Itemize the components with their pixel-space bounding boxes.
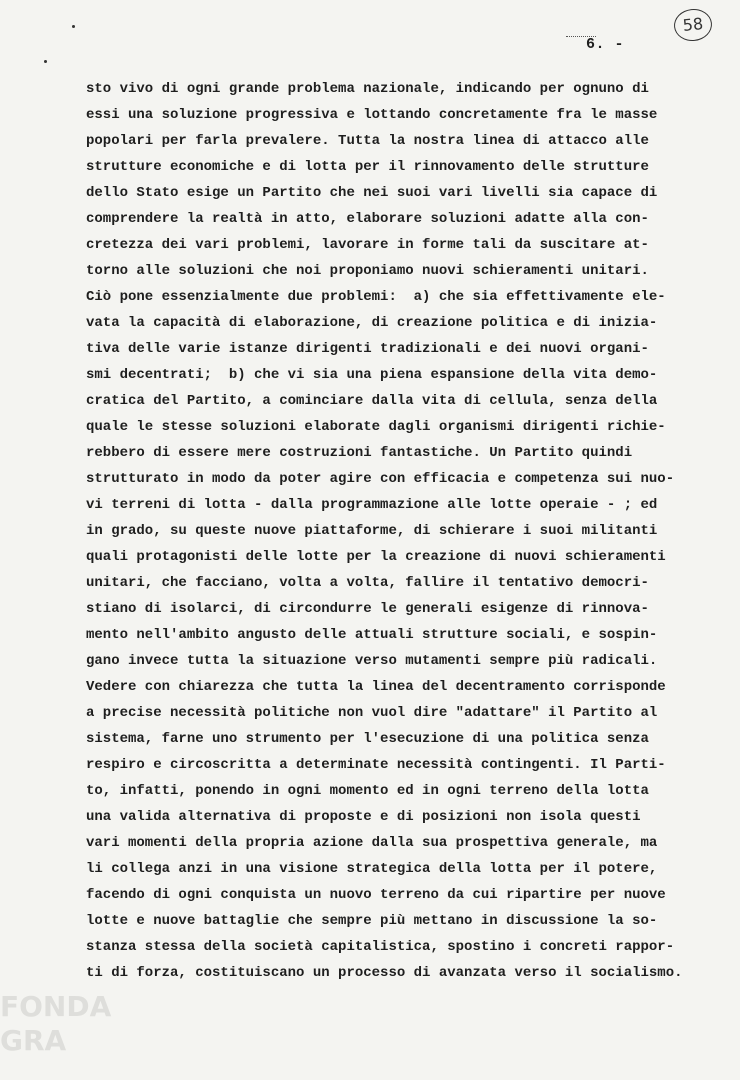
text-line: strutturato in modo da poter agire con efficacia e competenza sui nuo-	[86, 471, 675, 487]
page-number: 6. -	[586, 36, 625, 53]
text-line: mento nell'ambito angusto delle attuali strutture sociali, e sospin-	[86, 627, 658, 643]
archive-number-stamp: 58	[672, 7, 713, 43]
text-line: lotte e nuove battaglie che sempre più mettano in discussione la so-	[86, 913, 658, 929]
text-line: in grado, su queste nuove piattaforme, di schierare i suoi militanti	[86, 523, 658, 539]
text-line: rebbero di essere mere costruzioni fantastiche. Un Partito quindi	[86, 445, 633, 461]
text-line: una valida alternativa di proposte e di posizioni non isola questi	[86, 809, 641, 825]
text-line: sistema, farne uno strumento per l'esecuzione di una politica senza	[86, 731, 649, 747]
text-line: Vedere con chiarezza che tutta la linea del decentramento corrisponde	[86, 679, 666, 695]
text-line: strutture economiche e di lotta per il rinnovamento delle strutture	[86, 159, 649, 175]
text-line: essi una soluzione progressiva e lottando concretamente fra le masse	[86, 107, 658, 123]
text-line: stiano di isolarci, di circondurre le generali esigenze di rinnova-	[86, 601, 649, 617]
text-line: a precise necessità politiche non vuol dire "adattare" il Partito al	[86, 705, 658, 721]
text-line: ti di forza, costituiscano un processo di avanzata verso il socialismo.	[86, 965, 683, 981]
text-line: li collega anzi in una visione strategica della lotta per il potere,	[86, 861, 658, 877]
text-line: Ciò pone essenzialmente due problemi: a) che sia effettivamente ele-	[86, 289, 666, 305]
text-line: sto vivo di ogni grande problema nazionale, indicando per ognuno di	[86, 81, 649, 97]
text-line: stanza stessa della società capitalistica, spostino i concreti rappor-	[86, 939, 675, 955]
text-line: cretezza dei vari problemi, lavorare in forme tali da suscitare at-	[86, 237, 649, 253]
watermark-logo: FONDA GRA	[0, 990, 112, 1057]
text-line: quali protagonisti delle lotte per la creazione di nuovi schieramenti	[86, 549, 666, 565]
text-line: tiva delle varie istanze dirigenti tradizionali e dei nuovi organi-	[86, 341, 649, 357]
text-line: gano invece tutta la situazione verso mutamenti sempre più radicali.	[86, 653, 658, 669]
text-line: vi terreni di lotta - dalla programmazione alle lotte operaie - ; ed	[86, 497, 658, 513]
text-line: popolari per farla prevalere. Tutta la nostra linea di attacco alle	[86, 133, 649, 149]
text-line: vari momenti della propria azione dalla sua prospettiva generale, ma	[86, 835, 658, 851]
text-line: respiro e circoscritta a determinate necessità contingenti. Il Parti-	[86, 757, 666, 773]
text-line: facendo di ogni conquista un nuovo terreno da cui ripartire per nuove	[86, 887, 666, 903]
text-line: comprendere la realtà in atto, elaborare soluzioni adatte alla con-	[86, 211, 649, 227]
text-line: torno alle soluzioni che noi proponiamo nuovi schieramenti unitari.	[86, 263, 649, 279]
corner-mark	[72, 25, 75, 28]
text-line: to, infatti, ponendo in ogni momento ed in ogni terreno della lotta	[86, 783, 649, 799]
text-line: dello Stato esige un Partito che nei suoi vari livelli sia capace di	[86, 185, 658, 201]
text-line: cratica del Partito, a cominciare dalla vita di cellula, senza della	[86, 393, 658, 409]
text-line: vata la capacità di elaborazione, di creazione politica e di inizia-	[86, 315, 658, 331]
text-line: quale le stesse soluzioni elaborate dagli organismi dirigenti richie-	[86, 419, 666, 435]
corner-mark	[44, 60, 47, 63]
body-text	[86, 76, 716, 986]
text-line: smi decentrati; b) che vi sia una piena espansione della vita demo-	[86, 367, 658, 383]
text-line: unitari, che facciano, volta a volta, fallire il tentativo democri-	[86, 575, 649, 591]
